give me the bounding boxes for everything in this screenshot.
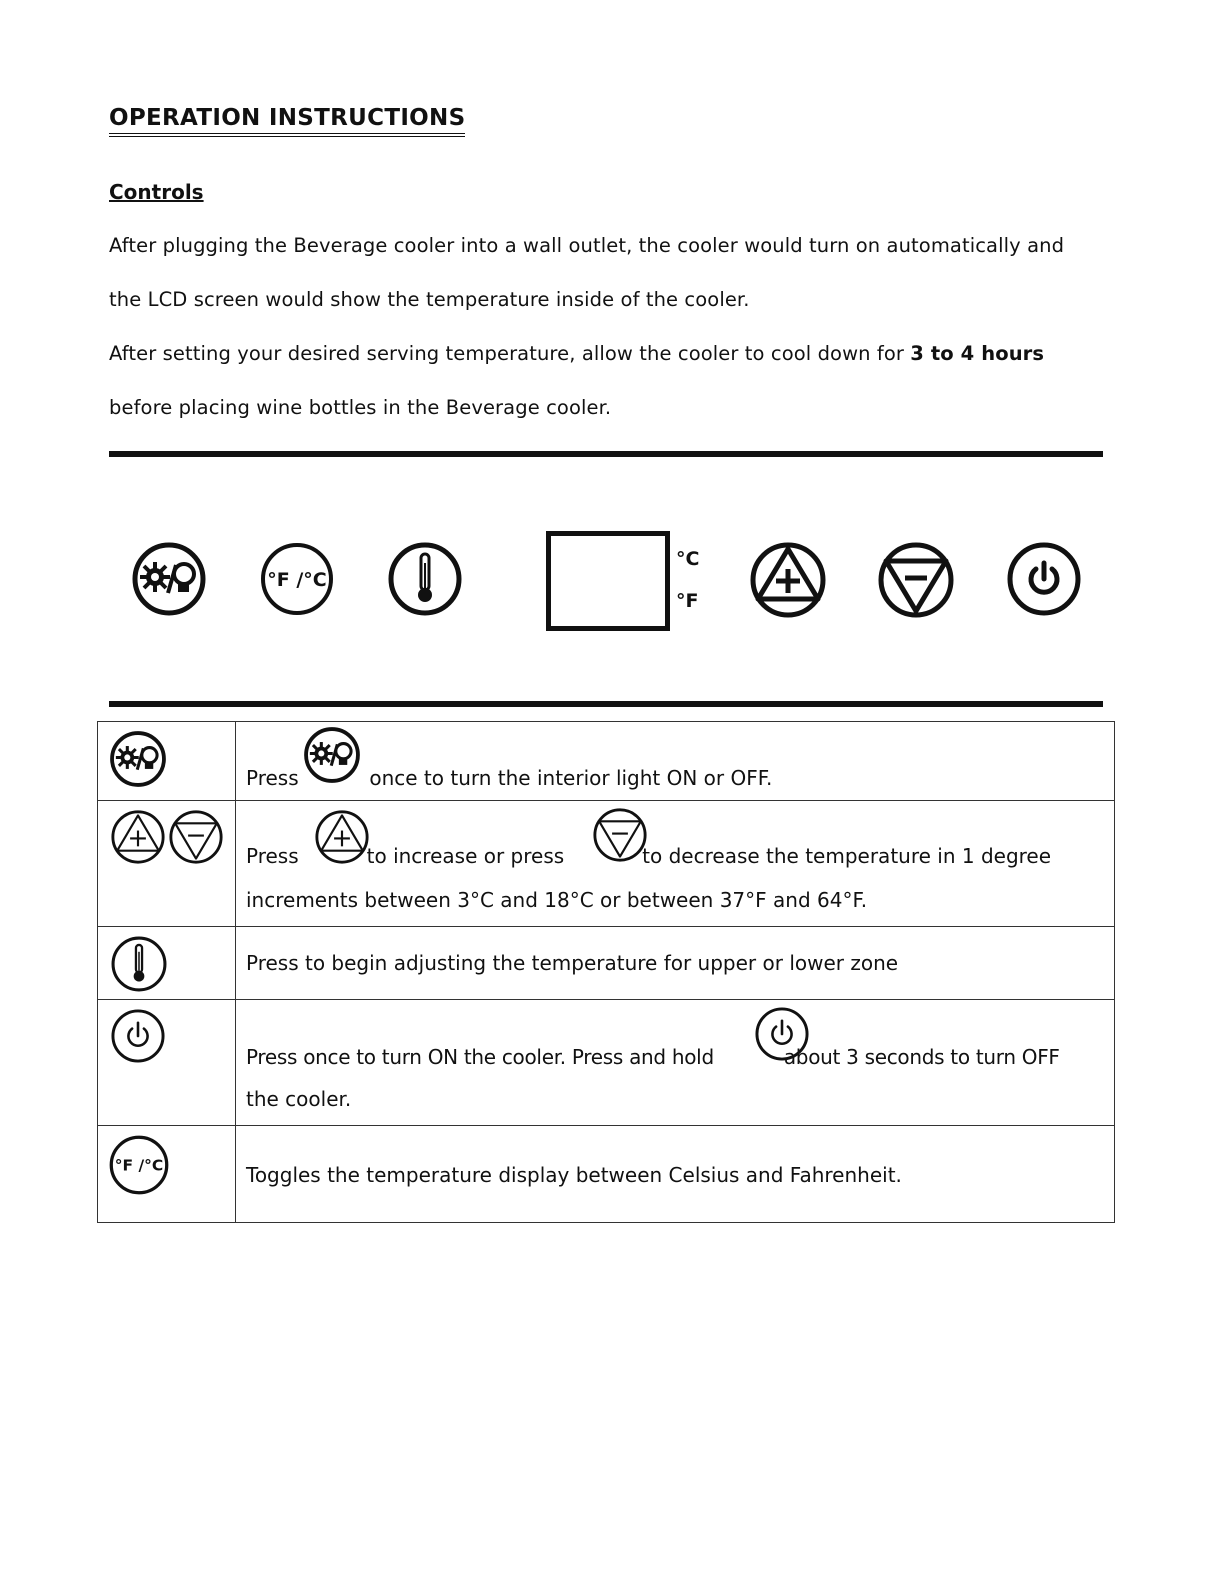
lcd-fahrenheit-label: °F <box>676 590 699 612</box>
temp-desc-after: to decrease the temperature in 1 degree <box>642 844 1052 868</box>
thermometer-icon[interactable] <box>387 541 463 617</box>
table-desc-cell <box>236 722 1115 801</box>
table-row <box>98 1126 1115 1223</box>
unit-description: Toggles the temperature display between Celsius and Fahrenheit. <box>246 1163 902 1187</box>
intro-line-2: the LCD screen would show the temperature inside of the cooler. <box>109 288 750 311</box>
table-desc-cell <box>236 801 1115 927</box>
power-icon <box>110 1008 166 1064</box>
light-description <box>236 722 1114 800</box>
decrease-icon <box>168 809 224 865</box>
light-icon[interactable] <box>131 541 207 617</box>
table-desc-cell <box>236 927 1115 1000</box>
table-icon-cell <box>98 1000 236 1126</box>
table-desc-cell <box>236 1000 1115 1126</box>
increase-icon <box>314 809 370 865</box>
table-row <box>98 1000 1115 1126</box>
table-row <box>98 927 1115 1000</box>
light-desc-before: Press <box>246 766 299 790</box>
table-desc-cell <box>236 1126 1115 1223</box>
intro-line-1: After plugging the Beverage cooler into a wall outlet, the cooler would turn on automatically and <box>109 234 1065 257</box>
temp-desc-middle: to increase or press <box>366 844 565 868</box>
power-icon <box>754 1006 810 1062</box>
light-icon <box>303 726 361 784</box>
table-row <box>98 801 1115 927</box>
decrease-icon[interactable] <box>877 541 955 619</box>
power-icon[interactable] <box>1006 541 1082 617</box>
thermometer-icon <box>110 935 168 993</box>
table-icon-cell <box>98 722 236 801</box>
increase-icon[interactable] <box>749 541 827 619</box>
temp-desc-before: Press <box>246 844 299 868</box>
zone-description: Press to begin adjusting the temperature for upper or lower zone <box>246 951 899 975</box>
controls-table <box>97 721 1115 1223</box>
intro-line-3 <box>109 327 1119 381</box>
temperature-range: increments between 3°C and 18°C or between 37°F and 64°F. <box>246 888 868 912</box>
intro-line-3-text: After setting your desired serving temperature, allow the cooler to cool down for <box>109 342 911 365</box>
divider-top <box>109 451 1103 457</box>
intro-line-4: before placing wine bottles in the Beverage cooler. <box>109 396 612 419</box>
table-icon-cell <box>98 927 236 1000</box>
unit-toggle-label: °F /°C <box>114 1156 164 1175</box>
decrease-icon <box>592 807 648 863</box>
table-row <box>98 722 1115 801</box>
page-title: OPERATION INSTRUCTIONS <box>109 104 465 137</box>
power-description <box>236 1000 1114 1079</box>
increase-icon <box>110 809 166 865</box>
unit-toggle-icon <box>108 1134 170 1196</box>
divider-bottom <box>109 701 1103 707</box>
power-desc-before: Press once to turn ON the cooler. Press and hold <box>246 1045 714 1069</box>
power-desc-after: about 3 seconds to turn OFF <box>783 1045 1060 1069</box>
section-title: Controls <box>109 180 204 204</box>
table-icon-cell <box>98 1126 236 1223</box>
table-icon-cell <box>98 801 236 927</box>
lcd-display <box>546 531 670 631</box>
unit-toggle-icon[interactable] <box>259 541 335 617</box>
lcd-celsius-label: °C <box>676 548 700 570</box>
power-description-line2: the cooler. <box>246 1087 352 1111</box>
light-icon <box>109 730 167 788</box>
light-desc-after: once to turn the interior light ON or OFF. <box>369 766 773 790</box>
cool-down-time: 3 to 4 hours <box>910 342 1045 365</box>
unit-toggle-label: °F /°C <box>267 569 327 591</box>
